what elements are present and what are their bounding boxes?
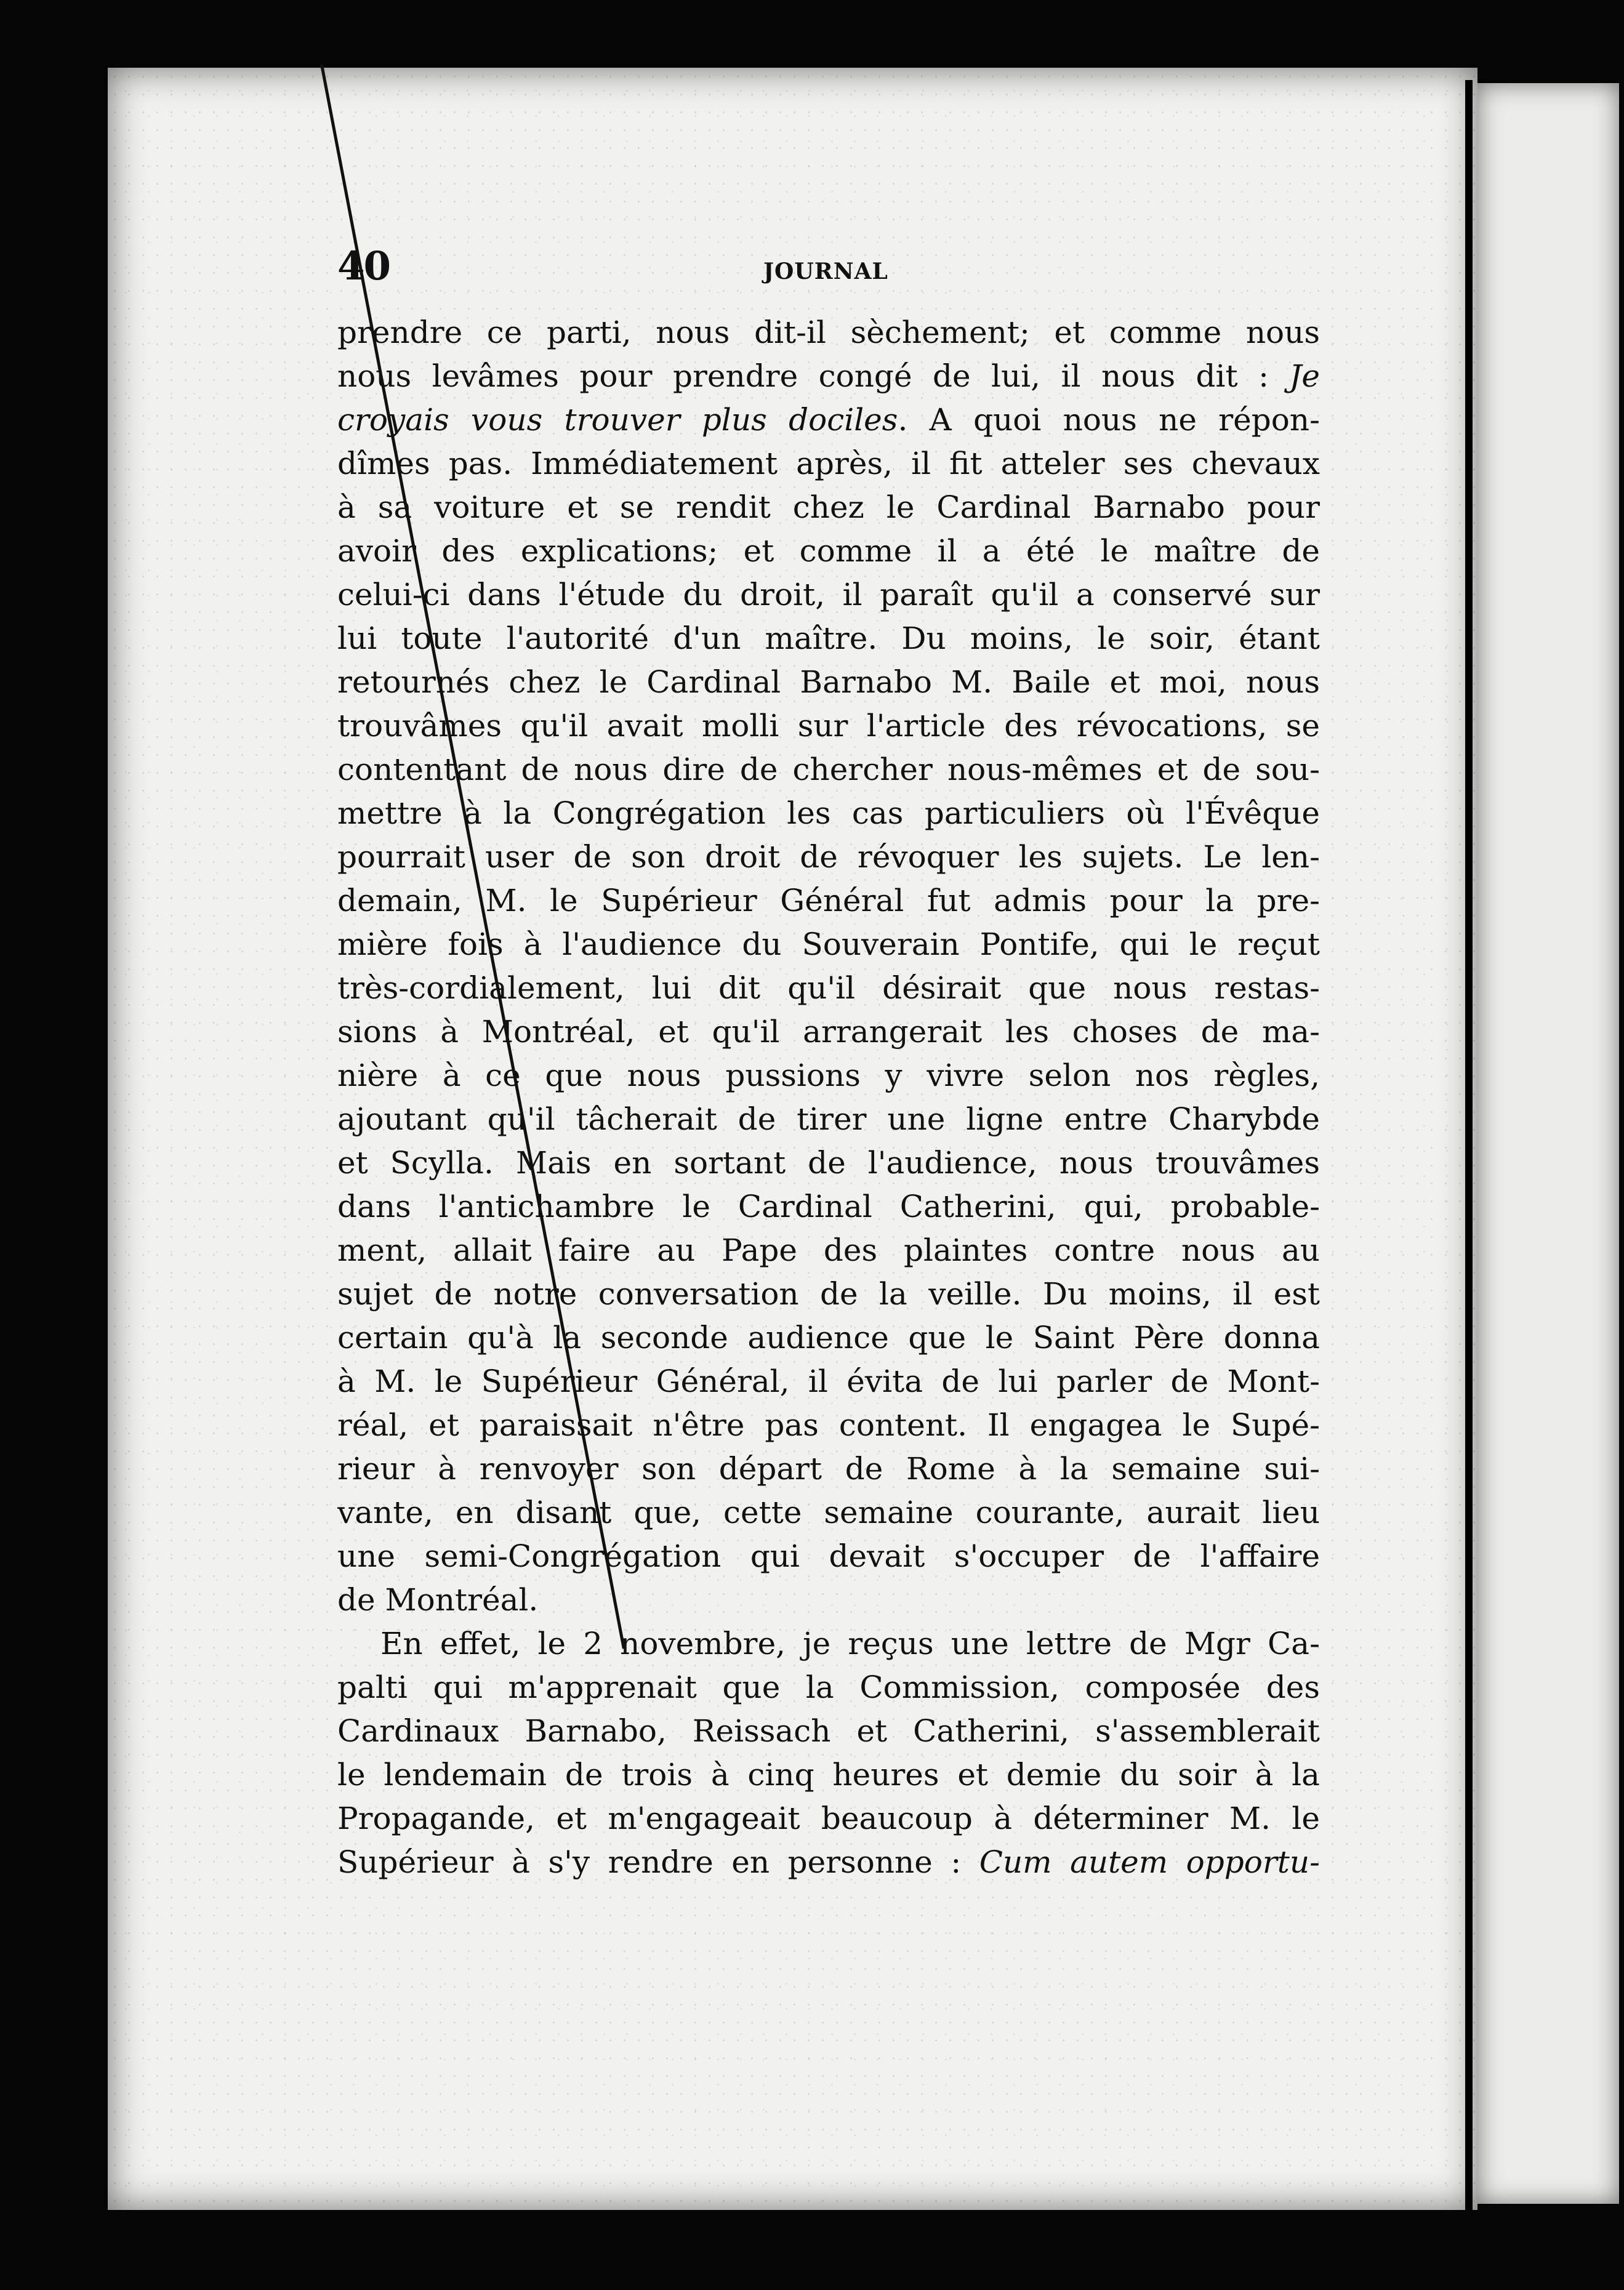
text-line	[337, 311, 1320, 355]
line-text: vante, en disant que, cette semaine courante, aurait lieu	[337, 1495, 1320, 1530]
line-text: et Scylla. Mais en sortant de l'audience, nous trouvâmes	[337, 1145, 1320, 1181]
italic-text: croyais vous trouver plus dociles	[337, 402, 898, 438]
text-line	[337, 529, 1320, 573]
line-text: demain, M. le Supérieur Général fut admis pour la pre-	[337, 883, 1320, 918]
line-text: contentant de nous dire de chercher nous-mêmes et de sou-	[337, 752, 1320, 787]
text-line	[337, 486, 1320, 529]
text-line	[337, 966, 1320, 1010]
line-text: Propagande, et m'engageait beaucoup à déterminer M. le	[337, 1801, 1320, 1836]
text-line	[337, 1753, 1320, 1797]
text-line	[337, 1404, 1320, 1447]
line-text: Cardinaux Barnabo, Reissach et Catherini, s'assemblerait	[337, 1713, 1320, 1749]
running-head: JOURNAL	[763, 259, 888, 284]
text-line	[337, 398, 1320, 442]
text-line	[337, 1316, 1320, 1360]
line-text: nous levâmes pour prendre congé de lui, il nous dit :	[337, 358, 1290, 394]
text-line	[337, 1272, 1320, 1316]
line-text: dans l'antichambre le Cardinal Catherini, qui, probable-	[337, 1189, 1320, 1224]
line-text: lui toute l'autorité d'un maître. Du moins, le soir, étant	[337, 621, 1320, 656]
line-text: Supérieur à s'y rendre en personne :	[337, 1844, 979, 1880]
line-text: . A quoi nous ne répon-	[898, 402, 1320, 438]
line-text: de Montréal.	[337, 1582, 539, 1618]
italic-text: Cum autem opportu-	[979, 1844, 1320, 1880]
text-line	[337, 1709, 1320, 1753]
text-line	[337, 661, 1320, 704]
text-line	[337, 1185, 1320, 1229]
line-text: nière à ce que nous pussions y vivre selon nos règles,	[337, 1058, 1320, 1093]
line-text: avoir des explications; et comme il a été le maître de	[337, 533, 1320, 569]
text-line	[337, 748, 1320, 792]
text-line	[337, 1491, 1320, 1535]
line-text: sions à Montréal, et qu'il arrangerait les choses de ma-	[337, 1014, 1320, 1050]
text-line	[337, 573, 1320, 617]
line-text: palti qui m'apprenait que la Commission, composée des	[337, 1669, 1320, 1705]
line-text: à sa voiture et se rendit chez le Cardinal Barnabo pour	[337, 489, 1320, 525]
body-text	[337, 311, 1320, 1884]
text-line	[337, 1797, 1320, 1841]
text-line	[337, 1841, 1320, 1884]
line-text: mettre à la Congrégation les cas particuliers où l'Évêque	[337, 795, 1320, 831]
text-line	[337, 1578, 1320, 1622]
text-line	[337, 1010, 1320, 1054]
text-line	[337, 355, 1320, 398]
text-line	[337, 1098, 1320, 1141]
line-text: sujet de notre conversation de la veille. Du moins, il est	[337, 1276, 1320, 1312]
line-text: ment, allait faire au Pape des plaintes contre nous au	[337, 1232, 1320, 1268]
text-line	[337, 923, 1320, 966]
text-line	[337, 1666, 1320, 1709]
line-text: En effet, le 2 novembre, je reçus une lettre de Mgr Ca-	[380, 1626, 1320, 1661]
text-line	[337, 1447, 1320, 1491]
text-line	[337, 835, 1320, 879]
binding-fold-line	[1465, 80, 1473, 2210]
text-line	[337, 1622, 1320, 1666]
text-line	[337, 1360, 1320, 1404]
line-text: celui-ci dans l'étude du droit, il paraît qu'il a conservé sur	[337, 577, 1320, 613]
line-text: mière fois à l'audience du Souverain Pontife, qui le reçut	[337, 926, 1320, 962]
text-line	[337, 704, 1320, 748]
text-line	[337, 617, 1320, 661]
line-text: pourrait user de son droit de révoquer les sujets. Le len-	[337, 839, 1320, 875]
text-line	[337, 1229, 1320, 1272]
text-line	[337, 1054, 1320, 1098]
adjacent-page-edge	[1477, 83, 1619, 2204]
line-text: rieur à renvoyer son départ de Rome à la semaine sui-	[337, 1451, 1320, 1487]
text-line	[337, 1535, 1320, 1578]
line-text: prendre ce parti, nous dit-il sèchement; et comme nous	[337, 315, 1320, 350]
text-line	[337, 1141, 1320, 1185]
line-text: trouvâmes qu'il avait molli sur l'article des révocations, se	[337, 708, 1320, 744]
text-line	[337, 879, 1320, 923]
line-text: réal, et paraissait n'être pas content. Il engagea le Supé-	[337, 1407, 1320, 1443]
text-line	[337, 442, 1320, 486]
line-text: retournés chez le Cardinal Barnabo M. Baile et moi, nous	[337, 664, 1320, 700]
text-line	[337, 792, 1320, 835]
line-text: certain qu'à la seconde audience que le Saint Père donna	[337, 1320, 1320, 1356]
page-number: 40	[337, 243, 390, 289]
line-text: très-cordialement, lui dit qu'il désirait que nous restas-	[337, 970, 1320, 1006]
italic-text: Je	[1289, 358, 1320, 394]
line-text: à M. le Supérieur Général, il évita de lui parler de Mont-	[337, 1364, 1320, 1399]
line-text: une semi-Congrégation qui devait s'occuper de l'affaire	[337, 1538, 1320, 1574]
line-text: dîmes pas. Immédiatement après, il fit atteler ses chevaux	[337, 446, 1320, 481]
line-text: le lendemain de trois à cinq heures et demie du soir à la	[337, 1757, 1320, 1793]
line-text: ajoutant qu'il tâcherait de tirer une ligne entre Charybde	[337, 1101, 1320, 1137]
